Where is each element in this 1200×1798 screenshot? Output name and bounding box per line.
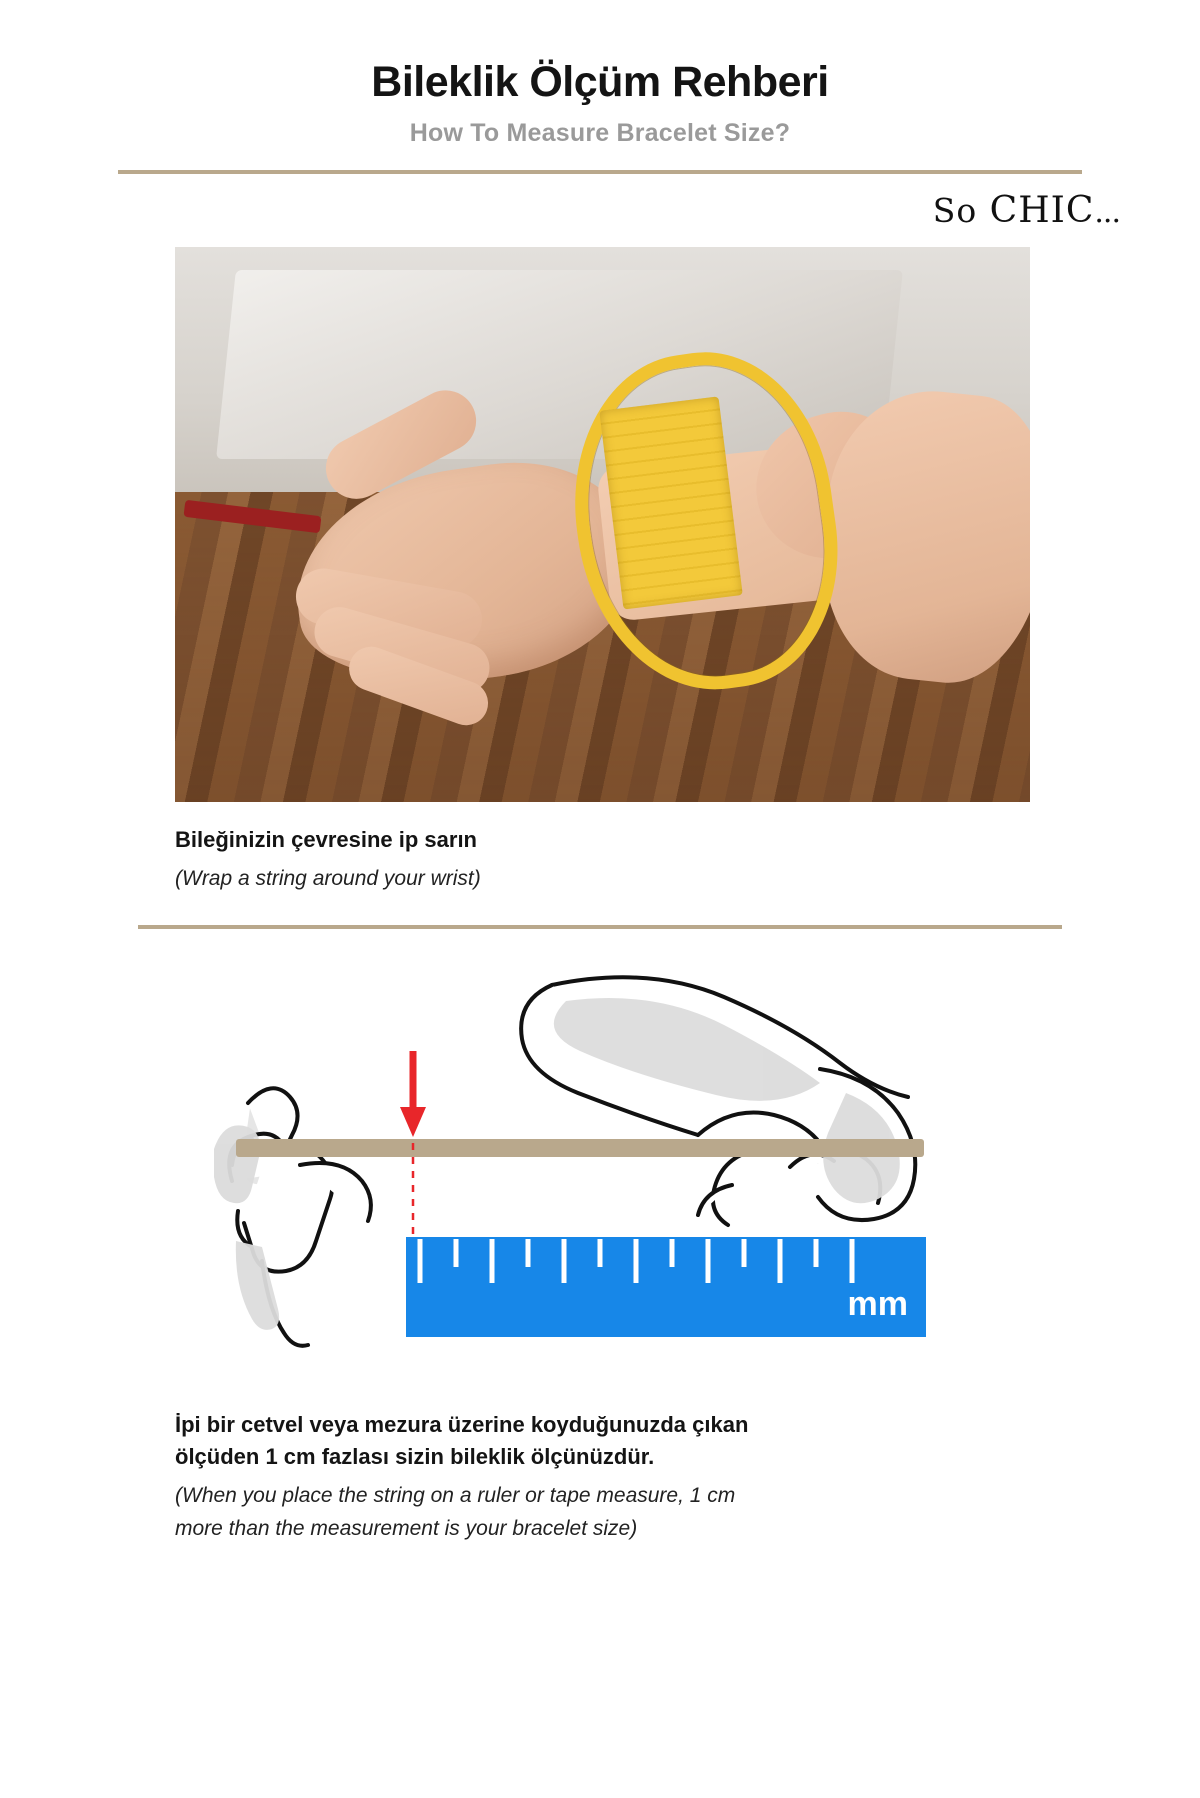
brand-so: So [932,191,978,231]
ruler-graphic [406,1237,926,1337]
step-2-caption-tr-line2: ölçüden 1 cm fazlası sizin bileklik ölçünüzdür. [175,1443,655,1469]
measurement-arrow [400,1051,426,1137]
wrist-measuring-photo [175,247,1030,802]
step-2-caption-en-line2: more than the measurement is your bracelet size) [175,1517,638,1541]
step-2-caption-en-line1: (When you place the string on a ruler or tape measure, 1 cm [175,1483,736,1507]
string-bar [236,1139,924,1157]
string-on-ruler-illustration [0,943,1200,1383]
step-2-caption [175,1409,1075,1545]
brand-dots: ... [1094,195,1120,231]
page-title: Bileklik Ölçüm Rehberi [371,58,829,106]
tape-measure-strip [599,396,742,609]
divider-middle [138,925,1062,929]
page-header [0,0,1200,148]
step-2-caption-tr-line1: İpi bir cetvel veya mezura üzerine koyduğunuzda çıkan [175,1411,749,1437]
ruler-unit-label: mm [847,1284,908,1323]
step-1-caption-tr: Bileğinizin çevresine ip sarın [175,827,477,853]
step-1-caption-en: (Wrap a string around your wrist) [175,867,481,891]
brand-chic: CHIC [989,190,1095,232]
page-subtitle: How To Measure Bracelet Size? [409,119,791,148]
brand-logo [933,190,1120,231]
brand-row [0,174,1200,231]
step-1-caption [175,824,1075,894]
